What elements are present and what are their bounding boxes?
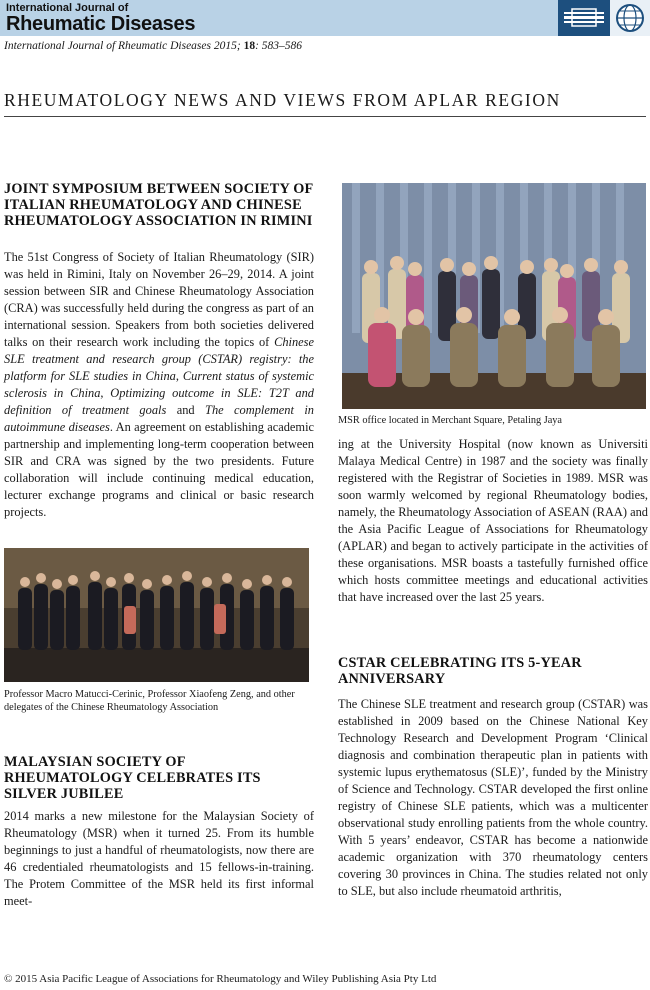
- journal-masthead: [0, 0, 650, 36]
- citation-line: International Journal of Rheumatic Diseases 2015; 18: 583–586: [4, 40, 303, 52]
- article3-title-block: [338, 655, 648, 687]
- msr-photo-caption: MSR office located in Merchant Square, Petaling Jaya: [338, 415, 562, 426]
- article2-body-continued: [338, 436, 648, 606]
- globe-logo-icon: [610, 0, 650, 36]
- article3-title: CSTAR CELEBRATING ITS 5-YEAR ANNIVERSARY: [338, 655, 582, 687]
- article2-paragraph-continued: ing at the University Hospital (now known as Universiti Malaya Medical Centre) in 1987 and the society was finally registered with the Registrar of Societies in 1989. MSR was soon warmly welcomed by regional Rheumatology bodies, namely, the Rheumatology Association of ASEAN (RAA) and the Asia Pacific League of Associations for Rheumatology (APLAR) and began to actively participate in the activities of these organisations. MSR boasts a tastefully furnished office which hosts committee meetings and educational activities that have increased over the last 25 years.: [338, 437, 648, 604]
- article3-body: [338, 696, 648, 900]
- article1-caption-block: [4, 688, 314, 714]
- article2-title-block: [4, 754, 314, 802]
- article1-body: [4, 249, 314, 521]
- volume-number: 18: [243, 40, 256, 52]
- section-divider: [4, 116, 646, 117]
- msr-caption-block: [338, 414, 648, 427]
- page-range: : 583–586: [255, 40, 303, 52]
- article2-paragraph-start: 2014 marks a new milestone for the Malaysian Society of Rheumatology (MSR) when it turned 25. From its humble beginnings to just a handful of rheumatologists, now there are 46 credentialed rheumatologists and 15 fellows-in-training. The Protem Committee of the MSR held its first informal meet-: [4, 809, 314, 908]
- symposium-group-photo: [4, 548, 309, 682]
- article1-paragraph: The 51st Congress of Society of Italian Rheumatology (SIR) was held in Rimini, Italy on November 26–29, 2014. A joint session between SIR and Chinese Rheumatology Association (CRA) was successfully held during the congress as part of an international session. Speakers from both societies delivered talks on their research work including the topics of Chinese SLE treatment and research group (CSTAR) registry: the platform for SLE studies in China, Current status of systemic sclerosis in China, Optimizing outcome in SLE: T2T and definition of treatment goals and The complement in autoimmune diseases. An agreement on establishing academic partnership and implementing long-term cooperation between SIR and CRA was signed by the two presidents. Future collaboration will include continuing medical education, lecturer exchange programs and clinical or basic research projects.: [4, 250, 315, 519]
- article1-title-block: [4, 181, 314, 229]
- publisher-logo: [558, 0, 610, 36]
- section-title: RHEUMATOLOGY NEWS AND VIEWS FROM APLAR REGION: [4, 90, 561, 110]
- copyright-footer: © 2015 Asia Pacific League of Associations for Rheumatology and Wiley Publishing Asia Pty Ltd: [4, 973, 437, 985]
- journal-name-line2: Rheumatic Diseases: [6, 13, 196, 35]
- article2-title: MALAYSIAN SOCIETY OF RHEUMATOLOGY CELEBRATES ITS SILVER JUBILEE: [4, 754, 261, 802]
- symposium-photo-caption: Professor Macro Matucci-Cerinic, Professor Xiaofeng Zeng, and other delegates of the Chinese Rheumatology Association: [4, 689, 295, 713]
- article2-body-start: [4, 808, 314, 910]
- journal-name-line1: International Journal of: [6, 2, 129, 14]
- msr-office-photo: [342, 183, 646, 409]
- article1-title: JOINT SYMPOSIUM BETWEEN SOCIETY OF ITALIAN RHEUMATOLOGY AND CHINESE RHEUMATOLOGY ASSOCIATION IN RIMINI: [4, 181, 313, 229]
- article3-paragraph: The Chinese SLE treatment and research group (CSTAR) was established in 2009 based on the Chinese National Key Technology Research and Development Program ‘Clinical diagnosis and combination therapeutic plan in patients with systemic lupus erythematosus (SLE)’, funded by the Ministry of Science and Technology. CSTAR developed the first online registry of Chinese SLE patients, which was a multicenter observational study enrolling patients from the whole country. With 5 years’ endeavor, CSTAR has become a nationwide academic organization with 370 rheumatology centers covering 30 provinces in China. The studies related not only to SLE, but also include rheumatoid arthritis,: [338, 697, 648, 898]
